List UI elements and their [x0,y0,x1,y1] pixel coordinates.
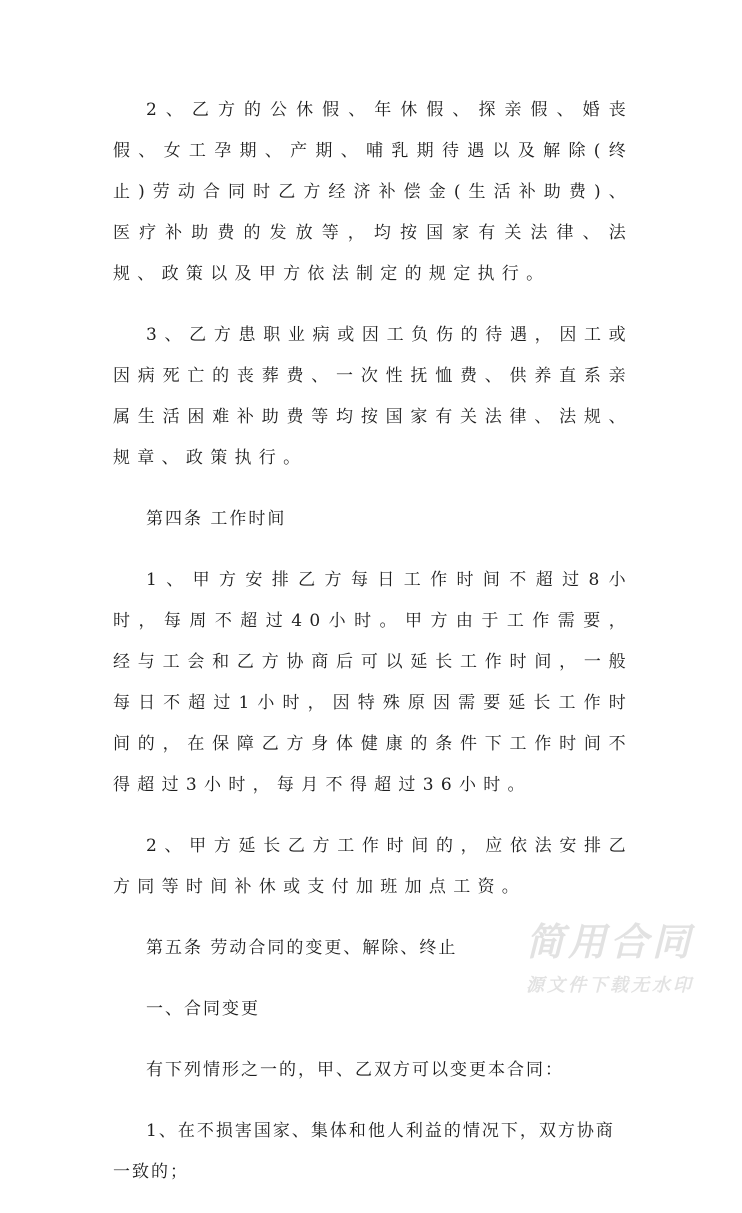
paragraph-overtime-compensation: 2、甲方延长乙方工作时间的，应依法安排乙方同等时间补休或支付加班加点工资。 [113,836,633,897]
section-heading-article-4: 第四条 工作时间 [146,509,287,529]
paragraph-occupational-injury: 3、乙方患职业病或因工负伤的待遇，因工或因病死亡的丧葬费、一次性抚恤费、供养直系亲属生活困难补助费等均按国家有关法律、法规、规章、政策执行。 [113,325,633,468]
paragraph-leave-benefits: 2、乙方的公休假、年休假、探亲假、婚丧假、女工孕期、产期、哺乳期待遇以及解除(终止)劳动合同时乙方经济补偿金(生活补助费)、医疗补助费的发放等，均按国家有关法律、法规、政策以及甲方依法制定的规定执行。 [113,100,633,284]
paragraph-working-hours: 1、甲方安排乙方每日工作时间不超过8小时，每周不超过40小时。甲方由于工作需要，经与工会和乙方协商后可以延长工作时间，一般每日不超过1小时，因特殊原因需要延长工作时间的，在保障乙方身体健康的条件下工作时间不得超过3小时，每月不得超过36小时。 [113,570,633,795]
list-item-change-condition-1: 1、在不损害国家、集体和他人利益的情况下，双方协商一致的； [113,1121,615,1182]
paragraph-change-conditions-intro: 有下列情形之一的，甲、乙双方可以变更本合同： [146,1060,564,1080]
document-page [113,90,633,1213]
watermark-subtitle: 源文件下载无水印 [526,975,694,996]
watermark-title: 简用合同 [525,920,694,964]
section-heading-article-5: 第五条 劳动合同的变更、解除、终止 [146,938,458,958]
subsection-heading-contract-change: 一、合同变更 [146,999,260,1019]
